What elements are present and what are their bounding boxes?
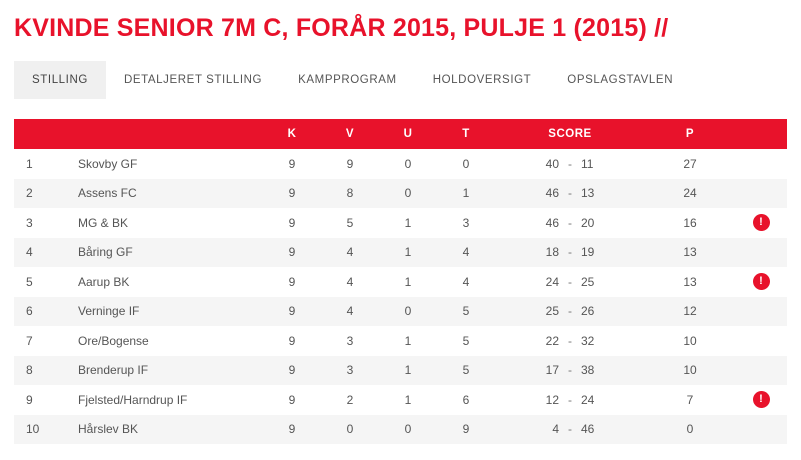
table-header-row (14, 119, 787, 149)
row-team-name: MG & BK (74, 208, 263, 238)
row-team-name: Brenderup IF (74, 356, 263, 386)
column-header-k: K (263, 119, 321, 149)
table-row (14, 179, 787, 209)
row-won: 3 (321, 356, 379, 386)
score-cell (495, 363, 645, 377)
row-position: 1 (14, 149, 74, 179)
score-cell (495, 304, 645, 318)
row-played: 9 (263, 267, 321, 297)
row-won: 2 (321, 385, 379, 415)
row-position: 4 (14, 238, 74, 268)
score-separator: - (568, 333, 572, 348)
goals-for: 18 (545, 245, 559, 260)
row-flag (735, 326, 787, 356)
score-separator: - (568, 215, 572, 230)
goals-against: 26 (581, 304, 595, 319)
score-separator: - (568, 304, 572, 319)
row-points: 24 (645, 179, 735, 209)
row-won: 9 (321, 149, 379, 179)
row-played: 9 (263, 238, 321, 268)
row-position: 5 (14, 267, 74, 297)
row-team-name: Båring GF (74, 238, 263, 268)
page-title: KVINDE SENIOR 7M C, FORÅR 2015, PULJE 1 (2015) // (14, 14, 669, 42)
row-position: 9 (14, 385, 74, 415)
table-header (14, 119, 787, 149)
row-drawn: 0 (379, 179, 437, 209)
row-drawn: 0 (379, 149, 437, 179)
row-flag (735, 149, 787, 179)
table-row (14, 415, 787, 445)
goals-against: 20 (581, 215, 595, 230)
goals-for: 46 (545, 215, 559, 230)
row-lost: 4 (437, 238, 495, 268)
row-won: 8 (321, 179, 379, 209)
table-row (14, 326, 787, 356)
row-flag (735, 415, 787, 445)
row-won: 5 (321, 208, 379, 238)
row-won: 4 (321, 297, 379, 327)
row-score (495, 356, 645, 386)
standings-table-wrapper (14, 119, 787, 444)
table-row (14, 297, 787, 327)
tab-holdoversigt[interactable]: HOLDOVERSIGT (432, 74, 532, 86)
row-position: 2 (14, 179, 74, 209)
column-header-team (74, 119, 263, 149)
row-team-name: Hårslev BK (74, 415, 263, 445)
column-header-score: SCORE (495, 119, 645, 149)
row-points: 10 (645, 356, 735, 386)
row-won: 4 (321, 267, 379, 297)
table-row (14, 149, 787, 179)
warning-icon[interactable]: ! (753, 214, 770, 231)
row-won: 3 (321, 326, 379, 356)
column-header-t: T (437, 119, 495, 149)
row-score (495, 267, 645, 297)
row-score (495, 149, 645, 179)
warning-icon[interactable]: ! (753, 273, 770, 290)
row-played: 9 (263, 208, 321, 238)
row-position: 8 (14, 356, 74, 386)
row-lost: 5 (437, 297, 495, 327)
row-score (495, 208, 645, 238)
row-played: 9 (263, 385, 321, 415)
row-flag (735, 385, 787, 415)
row-points: 7 (645, 385, 735, 415)
row-drawn: 1 (379, 208, 437, 238)
goals-against: 25 (581, 274, 595, 289)
score-cell (495, 393, 645, 407)
row-points: 12 (645, 297, 735, 327)
goals-for: 17 (545, 363, 559, 378)
score-separator: - (568, 186, 572, 201)
row-position: 7 (14, 326, 74, 356)
row-score (495, 297, 645, 327)
row-played: 9 (263, 297, 321, 327)
column-header-u: U (379, 119, 437, 149)
row-points: 0 (645, 415, 735, 445)
row-drawn: 1 (379, 326, 437, 356)
row-score (495, 238, 645, 268)
row-played: 9 (263, 356, 321, 386)
row-played: 9 (263, 149, 321, 179)
score-cell (495, 245, 645, 259)
row-played: 9 (263, 179, 321, 209)
score-cell (495, 275, 645, 289)
row-team-name: Fjelsted/Harndrup IF (74, 385, 263, 415)
row-team-name: Verninge IF (74, 297, 263, 327)
row-lost: 5 (437, 326, 495, 356)
score-separator: - (568, 245, 572, 260)
row-drawn: 1 (379, 356, 437, 386)
score-cell (495, 334, 645, 348)
row-score (495, 385, 645, 415)
score-cell (495, 422, 645, 436)
table-row (14, 208, 787, 238)
row-position: 10 (14, 415, 74, 445)
goals-against: 24 (581, 392, 595, 407)
row-score (495, 179, 645, 209)
row-played: 9 (263, 326, 321, 356)
row-lost: 1 (437, 179, 495, 209)
column-header-flag (735, 119, 787, 149)
tab-kampprogram[interactable]: KAMPPROGRAM (298, 74, 397, 86)
goals-for: 12 (545, 392, 559, 407)
row-points: 10 (645, 326, 735, 356)
row-flag (735, 238, 787, 268)
row-points: 27 (645, 149, 735, 179)
row-drawn: 1 (379, 238, 437, 268)
row-lost: 0 (437, 149, 495, 179)
row-team-name: Skovby GF (74, 149, 263, 179)
row-team-name: Assens FC (74, 179, 263, 209)
row-lost: 3 (437, 208, 495, 238)
row-won: 4 (321, 238, 379, 268)
column-header-position (14, 119, 74, 149)
goals-against: 13 (581, 186, 595, 201)
tab-stilling[interactable]: STILLING (14, 61, 106, 99)
row-lost: 6 (437, 385, 495, 415)
row-team-name: Aarup BK (74, 267, 263, 297)
score-cell (495, 216, 645, 230)
row-drawn: 1 (379, 385, 437, 415)
row-lost: 4 (437, 267, 495, 297)
row-flag (735, 267, 787, 297)
goals-against: 38 (581, 363, 595, 378)
goals-for: 22 (545, 333, 559, 348)
table-row (14, 238, 787, 268)
goals-against: 32 (581, 333, 595, 348)
goals-against: 11 (581, 156, 594, 171)
row-flag (735, 179, 787, 209)
row-position: 3 (14, 208, 74, 238)
table-body (14, 149, 787, 444)
tab-detaljeret-stilling[interactable]: DETALJERET STILLING (123, 74, 263, 86)
score-separator: - (568, 392, 572, 407)
row-team-name: Ore/Bogense (74, 326, 263, 356)
column-header-p: P (645, 119, 735, 149)
row-won: 0 (321, 415, 379, 445)
row-lost: 5 (437, 356, 495, 386)
score-cell (495, 186, 645, 200)
warning-icon[interactable]: ! (753, 391, 770, 408)
goals-for: 46 (545, 186, 559, 201)
table-row (14, 385, 787, 415)
row-score (495, 326, 645, 356)
row-drawn: 1 (379, 267, 437, 297)
table-row (14, 356, 787, 386)
column-header-v: V (321, 119, 379, 149)
row-drawn: 0 (379, 415, 437, 445)
row-points: 13 (645, 267, 735, 297)
row-drawn: 0 (379, 297, 437, 327)
row-points: 16 (645, 208, 735, 238)
goals-for: 24 (545, 274, 559, 289)
goals-for: 4 (552, 422, 559, 437)
score-separator: - (568, 363, 572, 378)
goals-for: 25 (545, 304, 559, 319)
goals-against: 46 (581, 422, 595, 437)
row-flag (735, 208, 787, 238)
row-score (495, 415, 645, 445)
tab-bar (0, 61, 801, 99)
row-lost: 9 (437, 415, 495, 445)
score-separator: - (568, 422, 572, 437)
goals-against: 19 (581, 245, 595, 260)
score-separator: - (568, 274, 572, 289)
score-separator: - (568, 156, 572, 171)
row-position: 6 (14, 297, 74, 327)
standings-table (14, 119, 787, 444)
row-played: 9 (263, 415, 321, 445)
score-cell (495, 157, 645, 171)
row-flag (735, 356, 787, 386)
goals-for: 40 (545, 156, 559, 171)
tab-opslagstavlen[interactable]: OPSLAGSTAVLEN (567, 74, 674, 86)
row-flag (735, 297, 787, 327)
table-row (14, 267, 787, 297)
row-points: 13 (645, 238, 735, 268)
